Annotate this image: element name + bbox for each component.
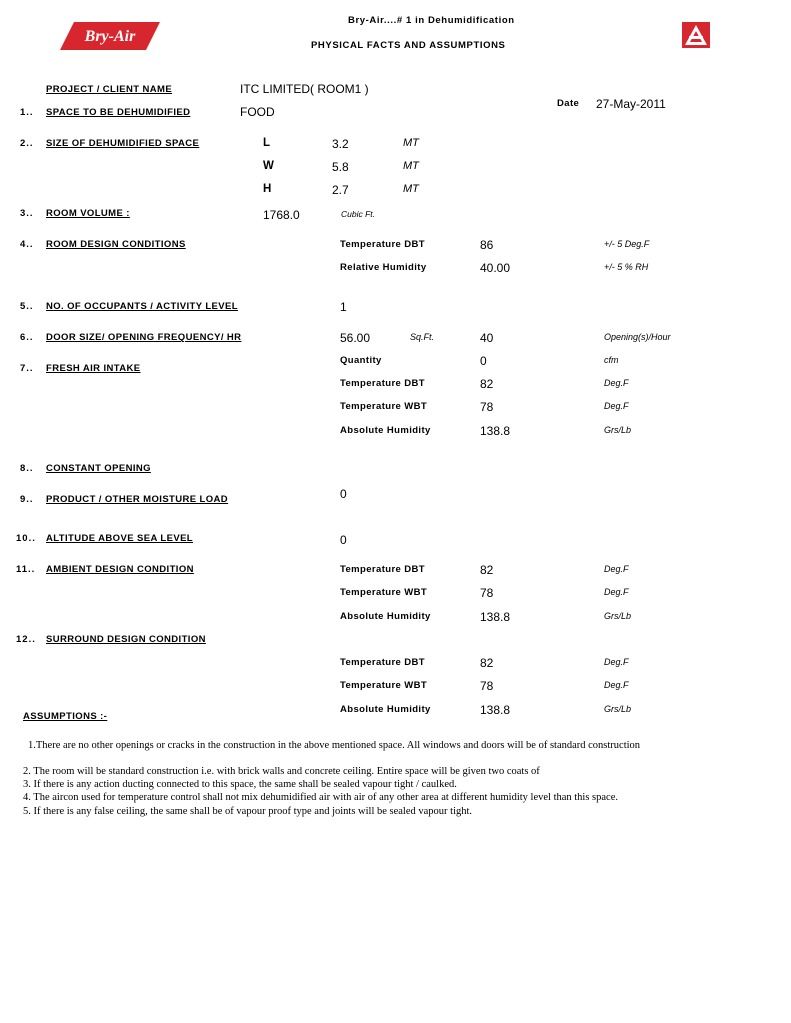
- header-subtitle: PHYSICAL FACTS AND ASSUMPTIONS: [311, 40, 506, 51]
- param-unit: cfm: [604, 355, 619, 365]
- constant-opening-label: CONSTANT OPENING: [46, 463, 151, 474]
- param-value: 138.8: [480, 703, 511, 717]
- company-emblem-icon: [682, 22, 710, 53]
- param-label: Relative Humidity: [340, 262, 427, 273]
- dim-height-key: H: [263, 183, 272, 195]
- param-value: 78: [480, 586, 494, 600]
- param-value: 82: [480, 377, 494, 391]
- param-label: Temperature DBT: [340, 657, 426, 668]
- size-of-space-label: SIZE OF DEHUMIDIFIED SPACE: [46, 138, 200, 149]
- param-label: Temperature DBT: [340, 378, 426, 389]
- assumptions-heading: ASSUMPTIONS :-: [23, 711, 108, 722]
- param-label: Temperature DBT: [340, 239, 426, 250]
- item-number: 6..: [20, 332, 34, 343]
- param-label: Temperature WBT: [340, 587, 428, 598]
- param-unit: Grs/Lb: [604, 611, 632, 621]
- item-number: 5..: [20, 301, 34, 312]
- item-number: 4..: [20, 239, 34, 250]
- project-client-label: PROJECT / CLIENT NAME: [46, 84, 173, 95]
- room-volume-label: ROOM VOLUME :: [46, 208, 130, 219]
- param-label: Temperature DBT: [340, 564, 426, 575]
- assumption-line: 5. If there is any false ceiling, the same shall be of vapour proof type and joints will be sealed vapour tight.: [23, 806, 473, 817]
- param-value: 0: [480, 354, 487, 368]
- assumption-line: 4. The aircon used for temperature control shall not mix dehumidified air with air of any other area at different humidity level than this space.: [23, 792, 619, 803]
- door-size-label: DOOR SIZE/ OPENING FREQUENCY/ HR: [46, 332, 242, 343]
- item-number: 7..: [20, 363, 34, 374]
- room-design-conditions-label: ROOM DESIGN CONDITIONS: [46, 239, 186, 250]
- item-number: 9..: [20, 494, 34, 505]
- param-unit: Deg.F: [604, 680, 629, 690]
- room-volume-value: 1768.0: [263, 208, 300, 222]
- param-unit: Deg.F: [604, 564, 629, 574]
- param-value: 78: [480, 400, 494, 414]
- ambient-design-condition-label: AMBIENT DESIGN CONDITION: [46, 564, 194, 575]
- bry-air-logo: [60, 22, 160, 55]
- space-to-dehumidify-label: SPACE TO BE DEHUMIDIFIED: [46, 107, 191, 118]
- param-value: 86: [480, 238, 494, 252]
- param-unit: +/- 5 % RH: [604, 262, 649, 272]
- param-label: Absolute Humidity: [340, 704, 431, 715]
- dim-width-unit: MT: [403, 160, 419, 172]
- fresh-air-intake-label: FRESH AIR INTAKE: [46, 363, 141, 374]
- param-unit: Deg.F: [604, 401, 629, 411]
- bry-air-logo-text: Bry-Air: [84, 28, 136, 45]
- param-unit: Deg.F: [604, 378, 629, 388]
- opening-frequency-unit: Opening(s)/Hour: [604, 332, 671, 342]
- param-unit: Deg.F: [604, 657, 629, 667]
- door-size-value: 56.00: [340, 331, 371, 345]
- param-value: 82: [480, 563, 494, 577]
- altitude-value: 0: [340, 533, 347, 547]
- dim-width-value: 5.8: [332, 160, 349, 174]
- moisture-load-label: PRODUCT / OTHER MOISTURE LOAD: [46, 494, 229, 505]
- param-value: 138.8: [480, 610, 511, 624]
- param-value: 138.8: [480, 424, 511, 438]
- dim-length-unit: MT: [403, 137, 419, 149]
- dim-length-key: L: [263, 137, 271, 149]
- dim-width-key: W: [263, 160, 274, 172]
- param-label: Temperature WBT: [340, 401, 428, 412]
- dim-height-unit: MT: [403, 183, 419, 195]
- moisture-load-value: 0: [340, 487, 347, 501]
- param-label: Quantity: [340, 355, 382, 366]
- header-title: Bry-Air....# 1 in Dehumidification: [348, 15, 515, 26]
- occupants-label: NO. OF OCCUPANTS / ACTIVITY LEVEL: [46, 301, 238, 312]
- item-number: 3..: [20, 208, 34, 219]
- assumption-line: 3. If there is any action ducting connected to this space, the same shall be sealed vapour tight / caulked.: [23, 779, 457, 790]
- param-value: 82: [480, 656, 494, 670]
- door-size-unit: Sq.Ft.: [410, 332, 435, 342]
- item-number: 2..: [20, 138, 34, 149]
- param-unit: +/- 5 Deg.F: [604, 239, 650, 249]
- occupants-value: 1: [340, 300, 347, 314]
- dim-length-value: 3.2: [332, 137, 349, 151]
- item-number: 11..: [16, 564, 36, 575]
- param-unit: Deg.F: [604, 587, 629, 597]
- param-unit: Grs/Lb: [604, 425, 632, 435]
- param-unit: Grs/Lb: [604, 704, 632, 714]
- dim-height-value: 2.7: [332, 183, 349, 197]
- date-value: 27-May-2011: [596, 97, 666, 111]
- param-label: Absolute Humidity: [340, 425, 431, 436]
- param-value: 40.00: [480, 261, 511, 275]
- altitude-label: ALTITUDE ABOVE SEA LEVEL: [46, 533, 194, 544]
- param-label: Temperature WBT: [340, 680, 428, 691]
- space-to-dehumidify-value: FOOD: [240, 105, 275, 119]
- assumption-line: 2. The room will be standard construction i.e. with brick walls and concrete ceiling. Entire space will be given two coats of: [23, 766, 540, 777]
- param-label: Absolute Humidity: [340, 611, 431, 622]
- opening-frequency-value: 40: [480, 331, 494, 345]
- date-label: Date: [557, 98, 580, 109]
- project-client-value: ITC LIMITED( ROOM1 ): [240, 82, 369, 96]
- item-number: 12..: [16, 634, 36, 645]
- item-number: 8..: [20, 463, 34, 474]
- room-volume-unit: Cubic Ft.: [341, 209, 376, 219]
- param-value: 78: [480, 679, 494, 693]
- item-number: 1..: [20, 107, 34, 118]
- assumption-line: 1.There are no other openings or cracks in the construction in the above mentioned space. All windows and doors will be of standard construction: [28, 740, 641, 751]
- surround-design-condition-label: SURROUND DESIGN CONDITION: [46, 634, 206, 645]
- item-number: 10..: [16, 533, 36, 544]
